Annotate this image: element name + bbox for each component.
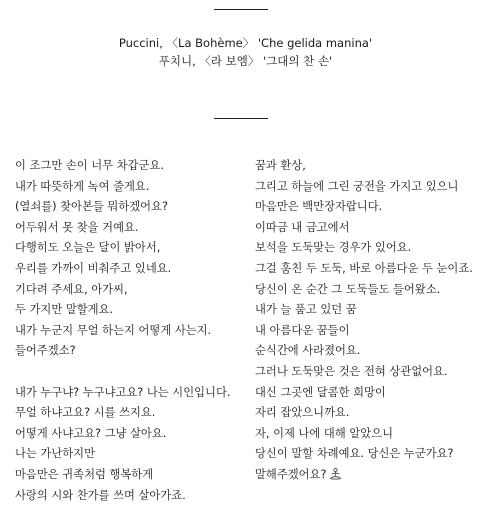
stanza-break xyxy=(15,362,230,383)
lyric-text: 기다려 주세요, 아가씨, xyxy=(15,282,128,296)
lyric-line xyxy=(15,238,230,259)
lyric-text: 내가 누군지 무얼 하는지 어떻게 사는지. xyxy=(15,323,212,337)
lyric-text: (열쇠를) 찾아본들 뭐하겠어요? xyxy=(15,200,168,214)
lyric-line xyxy=(255,280,473,301)
lyric-text: 그걸 훔친 두 도둑, 바로 아름다운 두 눈이죠. xyxy=(255,261,473,275)
lyric-text: 내가 누구냐? 누구냐고요? 나는 시인입니다. xyxy=(15,385,231,399)
lyric-line xyxy=(255,259,473,280)
lyric-text: 당신이 말할 차례예요. 당신은 누군가요? xyxy=(255,447,454,461)
title-korean: 푸치니, 〈라 보엠〉 '그대의 찬 손' xyxy=(158,54,333,68)
lyrics-left-column xyxy=(15,156,230,506)
lyric-text: 어두워서 못 찾을 거예요. xyxy=(15,220,139,234)
lyric-line xyxy=(255,403,473,424)
lyric-line xyxy=(255,424,473,445)
lyric-line xyxy=(15,197,230,218)
lyric-line xyxy=(15,403,230,424)
lyric-line xyxy=(255,362,473,383)
lyric-line xyxy=(15,156,230,177)
lyrics-right-column xyxy=(255,156,473,486)
title-english: Puccini, 〈La Bohème〉 'Che gelida manina' xyxy=(118,36,373,50)
lyric-line xyxy=(15,218,230,239)
lyric-text: 자리 잡았으니까요. xyxy=(255,406,350,420)
lyric-text: 순식간에 사라졌어요. xyxy=(255,344,361,358)
lyric-line xyxy=(15,300,230,321)
lyric-line xyxy=(255,321,473,342)
lyric-line xyxy=(15,321,230,342)
lyric-line xyxy=(255,218,473,239)
lyric-text: 내가 늘 품고 있던 꿈 xyxy=(255,303,357,317)
lyric-text: 말해주겠어요? xyxy=(255,467,327,481)
lyric-text: 그러나 도둑맞은 것은 전혀 상관없어요. xyxy=(255,364,448,378)
lyric-text: 마음만은 귀족처럼 행복하게 xyxy=(15,467,154,481)
lyric-line xyxy=(15,444,230,465)
lyric-text: 사랑의 시와 찬가를 쓰며 살아가죠. xyxy=(15,488,186,502)
lyric-line xyxy=(15,177,230,198)
lyric-text: 내 아름다운 꿈들이 xyxy=(255,323,350,337)
lyric-text: 우리를 가까이 비춰주고 있네요. xyxy=(15,261,172,275)
lyric-line xyxy=(15,424,230,445)
lyric-text: 내가 따뜻하게 녹여 줄게요. xyxy=(15,179,150,193)
lyric-line xyxy=(255,238,473,259)
lyric-line xyxy=(255,465,473,486)
lyric-text: 이 조그만 손이 너무 차갑군요. xyxy=(15,159,164,172)
lyric-line xyxy=(15,259,230,280)
lyric-text: 당신이 온 순간 그 도둑들도 들어왔소. xyxy=(255,282,441,296)
lyric-text: 두 가지만 말할게요. xyxy=(15,303,114,317)
lyric-line xyxy=(255,444,473,465)
lyric-line xyxy=(15,383,230,404)
lyric-text: 자, 이제 나에 대해 알았으니 xyxy=(255,426,393,440)
lyric-line xyxy=(15,280,230,301)
lyric-text: 꿈과 환상, xyxy=(255,159,306,172)
lyric-text: 무얼 하냐고요? 시를 쓰지요. xyxy=(15,406,156,420)
lyric-line xyxy=(255,300,473,321)
lyric-text: 그리고 하늘에 그린 궁전을 가지고 있으니 xyxy=(255,179,459,193)
lyric-text: 어떻게 사냐고요? 그냥 살아요. xyxy=(15,426,167,440)
lyric-line xyxy=(255,197,473,218)
lyric-line xyxy=(15,465,230,486)
lyric-line xyxy=(15,341,230,362)
lyric-text: 대신 그곳엔 달콤한 희망이 xyxy=(255,385,386,399)
lyric-text: 들어주겠소? xyxy=(15,344,76,358)
lyric-line xyxy=(255,156,473,177)
lyric-text: 나는 가난하지만 xyxy=(15,447,95,461)
meditating-figure-icon xyxy=(329,468,342,480)
lyric-text: 보석을 도둑맞는 경우가 있어요. xyxy=(255,241,412,255)
lyric-line xyxy=(255,341,473,362)
lyric-line xyxy=(255,383,473,404)
lyric-text: 다행히도 오늘은 달이 밝아서, xyxy=(15,241,161,255)
lyric-line xyxy=(255,177,473,198)
lyric-line xyxy=(15,486,230,507)
top-divider xyxy=(214,9,268,10)
lyric-text: 마음만은 백만장자랍니다. xyxy=(255,200,383,214)
lyric-text: 이따금 내 금고에서 xyxy=(255,220,350,234)
bottom-divider xyxy=(214,118,268,119)
